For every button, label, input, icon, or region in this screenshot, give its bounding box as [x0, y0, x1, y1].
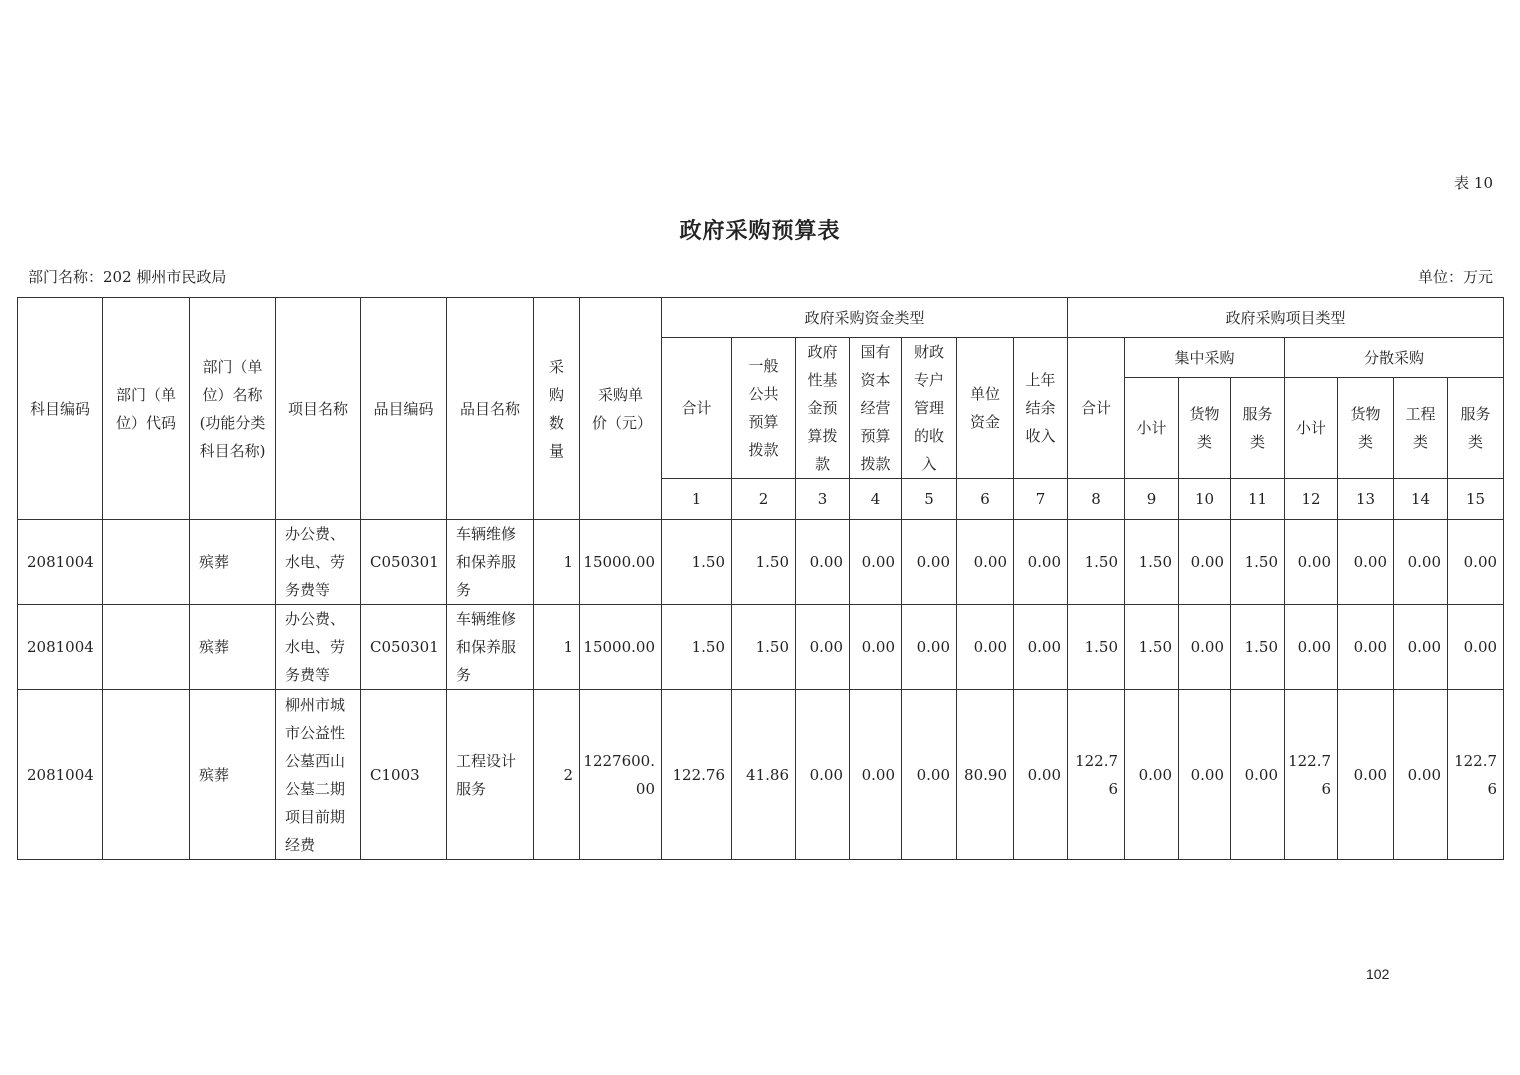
- cell-amount-col-14: 0.00: [1394, 520, 1448, 605]
- cell-amount-col-5: 0.00: [902, 690, 957, 860]
- currency-unit: 单位：万元: [1417, 268, 1493, 286]
- header-d-service: 服务类: [1448, 378, 1504, 479]
- cell-amount-col-12: 0.00: [1285, 520, 1338, 605]
- cell-amount-col-15: 0.00: [1448, 520, 1504, 605]
- header-d-works: 工程类: [1394, 378, 1448, 479]
- cell-amount-col-5: 0.00: [902, 605, 957, 690]
- header-item-code: 品目编码: [361, 298, 447, 520]
- cell-item-name: 工程设计服务: [447, 690, 534, 860]
- column-number: 13: [1338, 479, 1394, 520]
- cell-amount-col-5: 0.00: [902, 520, 957, 605]
- cell-amount-col-1: 1.50: [662, 605, 732, 690]
- cell-amount-col-8: 122.76: [1068, 690, 1125, 860]
- cell-amount-col-7: 0.00: [1014, 690, 1068, 860]
- cell-amount-col-9: 1.50: [1125, 605, 1179, 690]
- cell-quantity: 2: [534, 690, 580, 860]
- cell-amount-col-2: 1.50: [732, 520, 796, 605]
- header-fund-total: 合计: [662, 338, 732, 479]
- cell-dept-name: 殡葬: [190, 605, 276, 690]
- cell-amount-col-11: 1.50: [1231, 605, 1285, 690]
- column-number: 11: [1231, 479, 1285, 520]
- cell-amount-col-2: 41.86: [732, 690, 796, 860]
- cell-amount-col-9: 0.00: [1125, 690, 1179, 860]
- column-number: 9: [1125, 479, 1179, 520]
- column-number: 12: [1285, 479, 1338, 520]
- cell-amount-col-12: 0.00: [1285, 605, 1338, 690]
- header-centralized: 集中采购: [1125, 338, 1285, 378]
- cell-amount-col-7: 0.00: [1014, 520, 1068, 605]
- header-subject-code: 科目编码: [18, 298, 103, 520]
- cell-dept-name: 殡葬: [190, 690, 276, 860]
- column-number: 15: [1448, 479, 1504, 520]
- cell-amount-col-11: 1.50: [1231, 520, 1285, 605]
- cell-amount-col-9: 1.50: [1125, 520, 1179, 605]
- cell-project-name: 柳州市城市公益性公墓西山公墓二期项目前期经费: [276, 690, 361, 860]
- cell-amount-col-1: 122.76: [662, 690, 732, 860]
- cell-amount-col-4: 0.00: [850, 520, 902, 605]
- cell-amount-col-13: 0.00: [1338, 605, 1394, 690]
- cell-quantity: 1: [534, 520, 580, 605]
- header-unit-fund: 单位资金: [957, 338, 1014, 479]
- cell-amount-col-15: 0.00: [1448, 605, 1504, 690]
- column-number: 2: [732, 479, 796, 520]
- cell-amount-col-4: 0.00: [850, 690, 902, 860]
- cell-unit-price: 15000.00: [580, 605, 662, 690]
- cell-item-name: 车辆维修和保养服务: [447, 605, 534, 690]
- cell-dept-code: [103, 520, 190, 605]
- header-c-service: 服务类: [1231, 378, 1285, 479]
- header-project-name: 项目名称: [276, 298, 361, 520]
- table-row: [18, 690, 1504, 860]
- column-number: 10: [1179, 479, 1231, 520]
- header-dept-name: 部门（单位）名称(功能分类科目名称): [190, 298, 276, 520]
- column-number: 7: [1014, 479, 1068, 520]
- column-number: 1: [662, 479, 732, 520]
- header-fund-type: 政府采购资金类型: [662, 298, 1068, 338]
- cell-amount-col-8: 1.50: [1068, 605, 1125, 690]
- header-project-type: 政府采购项目类型: [1068, 298, 1504, 338]
- cell-amount-col-7: 0.00: [1014, 605, 1068, 690]
- cell-unit-price: 1227600.00: [580, 690, 662, 860]
- header-d-subtotal: 小计: [1285, 378, 1338, 479]
- header-dept-code: 部门（单位）代码: [103, 298, 190, 520]
- cell-quantity: 1: [534, 605, 580, 690]
- cell-dept-code: [103, 690, 190, 860]
- cell-dept-name: 殡葬: [190, 520, 276, 605]
- cell-project-name: 办公费、水电、劳务费等: [276, 520, 361, 605]
- column-number: 8: [1068, 479, 1125, 520]
- cell-amount-col-6: 80.90: [957, 690, 1014, 860]
- header-proj-total: 合计: [1068, 338, 1125, 479]
- cell-project-name: 办公费、水电、劳务费等: [276, 605, 361, 690]
- cell-item-code: C050301: [361, 605, 447, 690]
- header-last-year-balance: 上年结余收入: [1014, 338, 1068, 479]
- table-row: [18, 520, 1504, 605]
- page-title: 政府采购预算表: [679, 218, 841, 244]
- cell-amount-col-13: 0.00: [1338, 690, 1394, 860]
- header-quantity: 采购数量: [534, 298, 580, 520]
- cell-item-code: C1003: [361, 690, 447, 860]
- cell-subject-code: 2081004: [18, 520, 103, 605]
- column-number: 6: [957, 479, 1014, 520]
- page-number: 102: [1366, 966, 1390, 982]
- cell-amount-col-14: 0.00: [1394, 605, 1448, 690]
- cell-amount-col-6: 0.00: [957, 605, 1014, 690]
- header-special-account: 财政专户管理的收入: [902, 338, 957, 479]
- table-row: [18, 605, 1504, 690]
- cell-amount-col-13: 0.00: [1338, 520, 1394, 605]
- cell-subject-code: 2081004: [18, 605, 103, 690]
- cell-amount-col-10: 0.00: [1179, 690, 1231, 860]
- department-name: 部门名称：202 柳州市民政局: [28, 268, 227, 286]
- cell-amount-col-4: 0.00: [850, 605, 902, 690]
- table-number: 表 10: [1454, 174, 1493, 192]
- cell-amount-col-11: 0.00: [1231, 690, 1285, 860]
- header-item-name: 品目名称: [447, 298, 534, 520]
- header-d-goods: 货物类: [1338, 378, 1394, 479]
- column-number: 14: [1394, 479, 1448, 520]
- cell-amount-col-14: 0.00: [1394, 690, 1448, 860]
- cell-amount-col-15: 122.76: [1448, 690, 1504, 860]
- cell-unit-price: 15000.00: [580, 520, 662, 605]
- header-decentralized: 分散采购: [1285, 338, 1504, 378]
- cell-amount-col-12: 122.76: [1285, 690, 1338, 860]
- cell-amount-col-1: 1.50: [662, 520, 732, 605]
- cell-amount-col-2: 1.50: [732, 605, 796, 690]
- header-general-budget: 一般公共预算拨款: [732, 338, 796, 479]
- column-number: 4: [850, 479, 902, 520]
- cell-subject-code: 2081004: [18, 690, 103, 860]
- header-state-capital: 国有资本经营预算拨款: [850, 338, 902, 479]
- header-c-subtotal: 小计: [1125, 378, 1179, 479]
- cell-amount-col-10: 0.00: [1179, 605, 1231, 690]
- column-number: 3: [796, 479, 850, 520]
- cell-dept-code: [103, 605, 190, 690]
- column-number: 5: [902, 479, 957, 520]
- cell-amount-col-6: 0.00: [957, 520, 1014, 605]
- cell-item-code: C050301: [361, 520, 447, 605]
- cell-amount-col-3: 0.00: [796, 520, 850, 605]
- cell-item-name: 车辆维修和保养服务: [447, 520, 534, 605]
- cell-amount-col-8: 1.50: [1068, 520, 1125, 605]
- header-c-goods: 货物类: [1179, 378, 1231, 479]
- cell-amount-col-3: 0.00: [796, 690, 850, 860]
- cell-amount-col-3: 0.00: [796, 605, 850, 690]
- header-unit-price: 采购单价（元）: [580, 298, 662, 520]
- cell-amount-col-10: 0.00: [1179, 520, 1231, 605]
- header-gov-fund: 政府性基金预算拨款: [796, 338, 850, 479]
- procurement-budget-table: [17, 297, 1504, 860]
